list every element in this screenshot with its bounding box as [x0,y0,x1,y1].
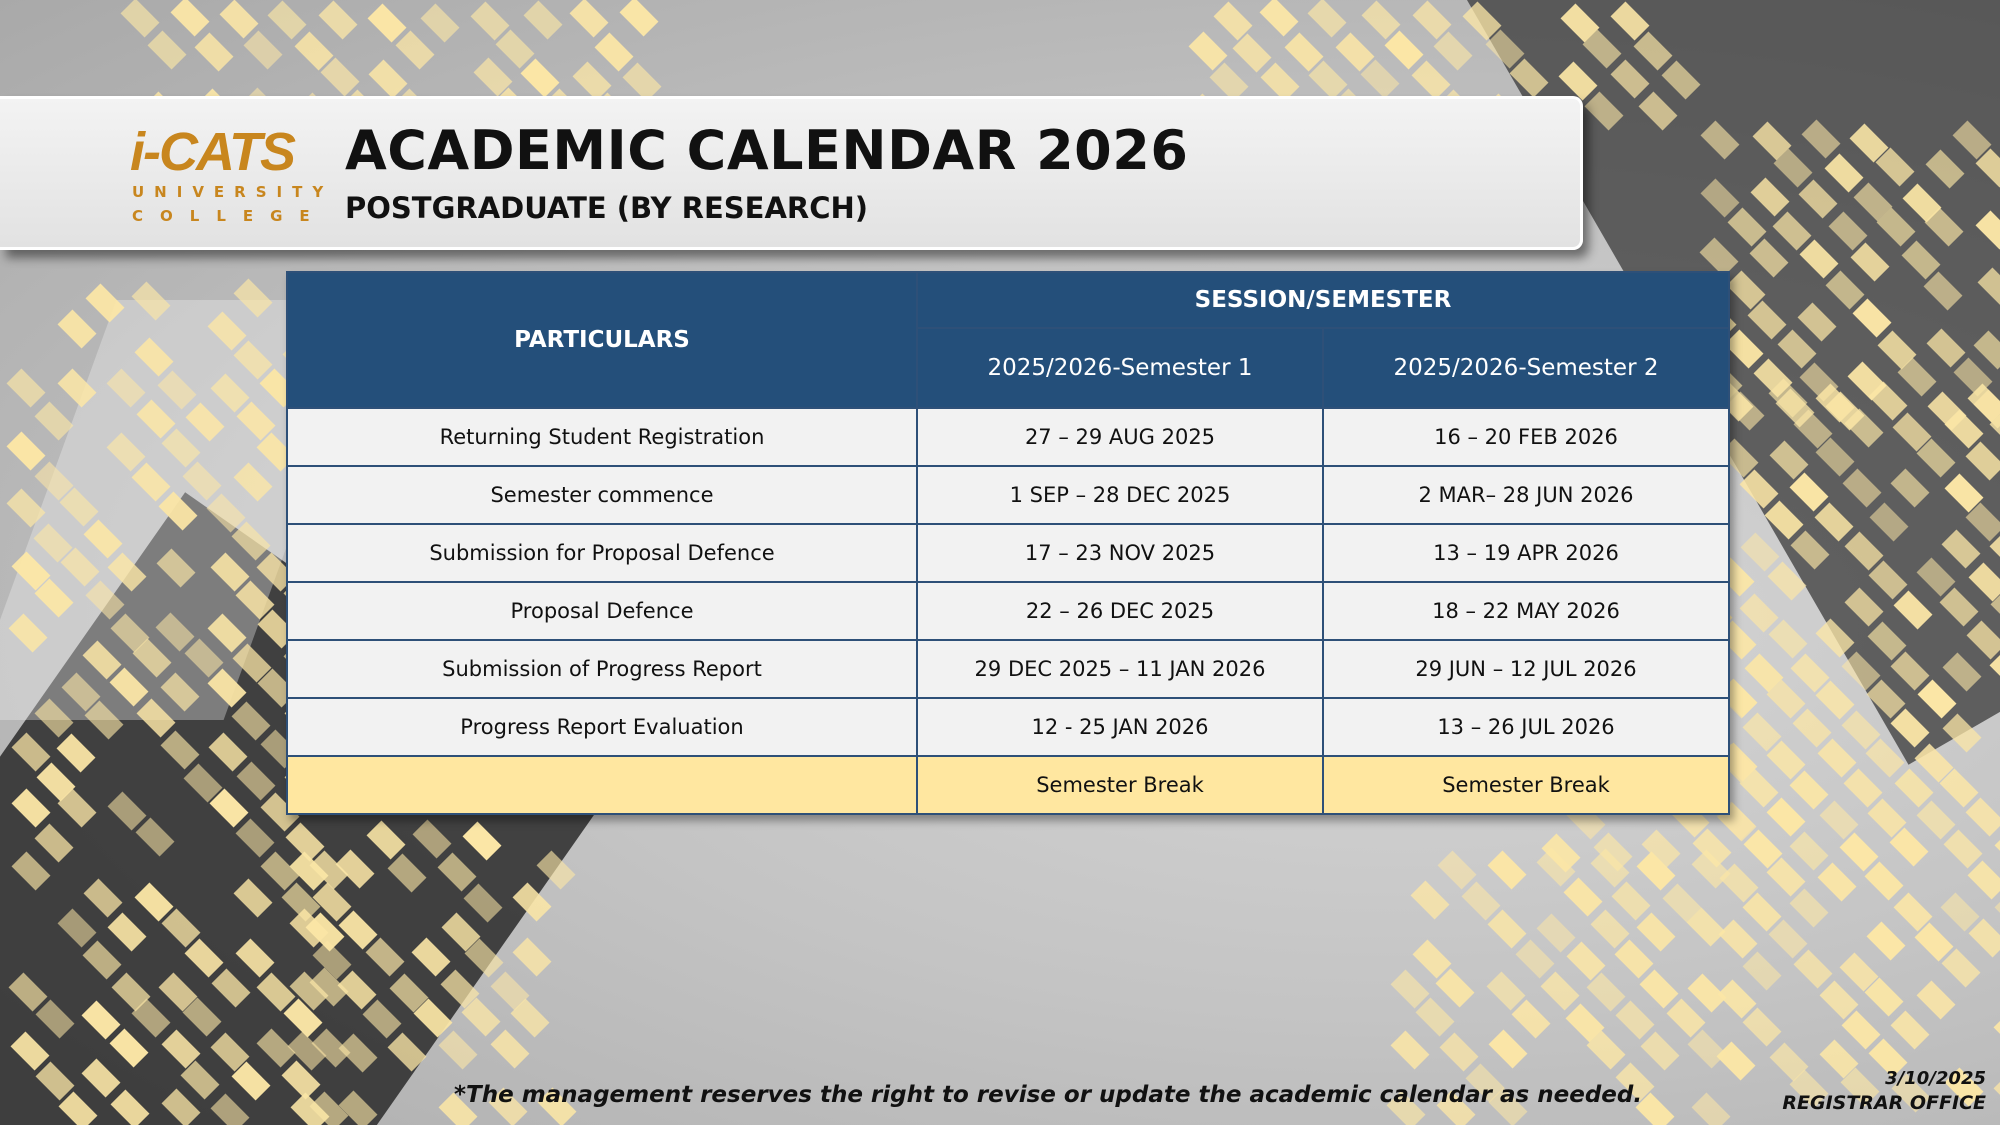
table-row [287,640,1729,698]
logo-wordmark: i-CATS [130,122,294,182]
row-sem2-date: 13 – 26 JUL 2026 [1323,698,1729,756]
header-particulars: PARTICULARS [287,272,917,408]
row-particular: Proposal Defence [287,582,917,640]
row-particular: Submission of Progress Report [287,640,917,698]
row-sem1-break: Semester Break [917,756,1323,814]
table-row [287,582,1729,640]
row-sem1-date: 27 – 29 AUG 2025 [917,408,1323,466]
table-row [287,408,1729,466]
row-particular: Semester commence [287,466,917,524]
row-sem2-date: 13 – 19 APR 2026 [1323,524,1729,582]
title-banner [0,96,1583,250]
logo-university: UNIVERSITY [132,183,334,201]
page-title: ACADEMIC CALENDAR 2026 [345,119,1189,182]
row-particular: Submission for Proposal Defence [287,524,917,582]
row-particular: Returning Student Registration [287,408,917,466]
row-sem1-date: 17 – 23 NOV 2025 [917,524,1323,582]
header-session-semester: SESSION/SEMESTER [917,272,1729,328]
row-particular: Progress Report Evaluation [287,698,917,756]
semester-break-row [287,756,1729,814]
row-sem1-date: 12 - 25 JAN 2026 [917,698,1323,756]
logo-college: COLLEGE [132,207,327,225]
table-row [287,466,1729,524]
table-row [287,524,1729,582]
header-semester-1: 2025/2026-Semester 1 [917,328,1323,408]
header-semester-2: 2025/2026-Semester 2 [1323,328,1729,408]
table-row [287,698,1729,756]
footer-date: 3/10/2025 [1885,1068,1986,1089]
page-subtitle: POSTGRADUATE (BY RESEARCH) [345,191,869,225]
row-sem2-date: 16 – 20 FEB 2026 [1323,408,1729,466]
row-sem2-date: 18 – 22 MAY 2026 [1323,582,1729,640]
disclaimer-note: *The management reserves the right to revise or update the academic calendar as needed. [454,1082,1643,1108]
calendar-table [286,271,1730,815]
row-sem1-date: 1 SEP – 28 DEC 2025 [917,466,1323,524]
row-particular [287,756,917,814]
row-sem2-break: Semester Break [1323,756,1729,814]
row-sem2-date: 29 JUN – 12 JUL 2026 [1323,640,1729,698]
row-sem2-date: 2 MAR– 28 JUN 2026 [1323,466,1729,524]
college-logo [130,121,334,231]
footer-office: REGISTRAR OFFICE [1782,1092,1986,1114]
row-sem1-date: 22 – 26 DEC 2025 [917,582,1323,640]
row-sem1-date: 29 DEC 2025 – 11 JAN 2026 [917,640,1323,698]
